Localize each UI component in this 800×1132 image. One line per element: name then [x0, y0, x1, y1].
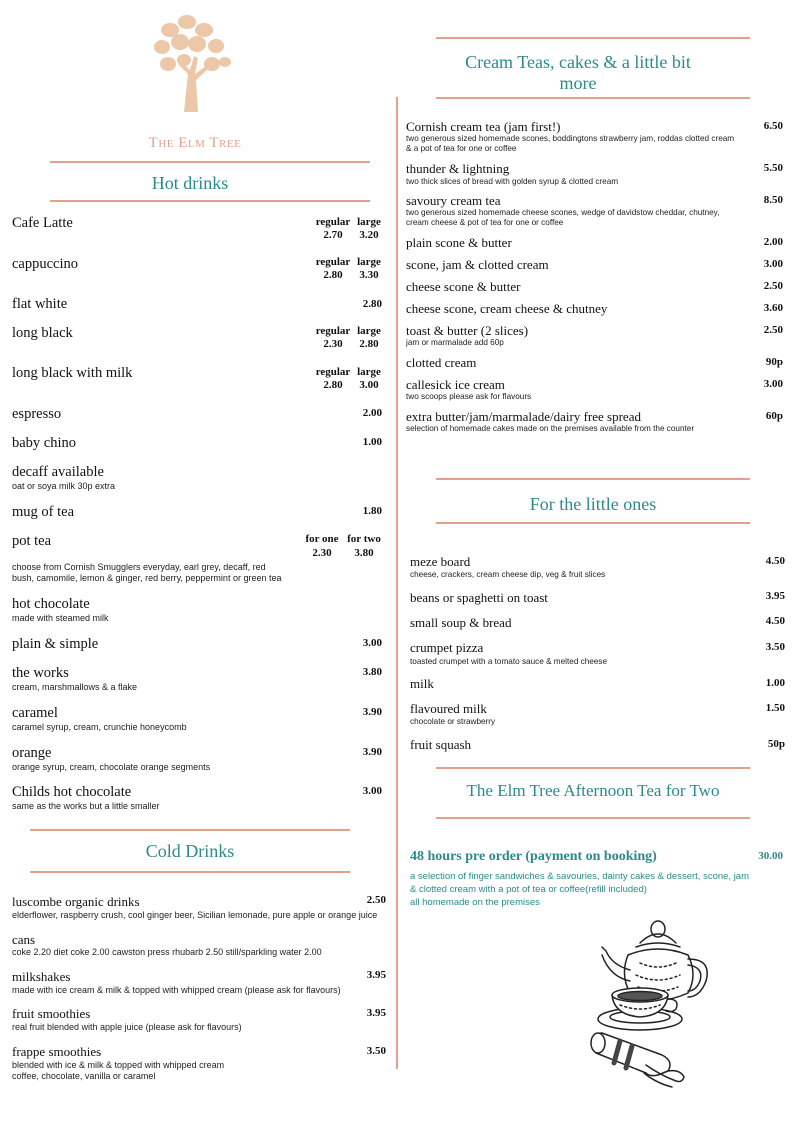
price: 2.50 [763, 280, 783, 292]
price: 3.80 [354, 547, 374, 559]
menu-item-name: beans or spaghetti on toast [410, 590, 548, 605]
size-label: regular [315, 256, 351, 268]
menu-item-desc: real fruit blended with apple juice (please ask for flavours) [12, 1022, 242, 1032]
price: 60p [765, 410, 783, 422]
menu-item-desc: made with ice cream & milk & topped with whipped cream (please ask for flavours) [12, 985, 341, 995]
menu-item-name: callesick ice cream [406, 377, 505, 392]
price: 3.50 [366, 1045, 386, 1057]
menu-item-name: hot chocolate [12, 596, 90, 612]
afternoon-tea-title: 48 hours pre order (payment on booking) [410, 849, 657, 864]
price: 4.50 [765, 555, 785, 567]
menu-item-desc: oat or soya milk 30p extra [12, 481, 116, 491]
menu-item-desc: cream cheese & pot of tea for one or coffee [406, 218, 564, 227]
menu-item-desc: two thick slices of bread with golden syrup & clotted cream [406, 177, 619, 186]
menu-item-desc: selection of homemade cakes made on the premises available from the counter [406, 424, 695, 433]
afternoon-tea-heading: The Elm Tree Afternoon Tea for Two [466, 781, 720, 800]
size-label: for one [305, 533, 339, 545]
menu-item-name: milk [410, 676, 434, 691]
price: 3.00 [763, 378, 783, 390]
size-label: regular [315, 366, 351, 378]
menu-item-name: Childs hot chocolate [12, 784, 132, 800]
menu-item-desc: jam or marmalade add 60p [406, 338, 504, 347]
price: 3.00 [359, 379, 379, 391]
price: 3.30 [359, 269, 379, 281]
menu-item-name: scone, jam & clotted cream [406, 257, 549, 272]
size-label: large [357, 325, 381, 337]
menu-item-name: mug of tea [12, 504, 75, 520]
menu-item-name: caramel [12, 705, 58, 721]
price: 30.00 [758, 850, 783, 862]
price: 3.00 [362, 637, 382, 649]
menu-item-name: frappe smoothies [12, 1044, 102, 1059]
cream-teas-heading-line2: more [559, 73, 597, 93]
price: 3.20 [359, 229, 379, 241]
price: 3.60 [763, 302, 783, 314]
menu-item-name: orange [12, 745, 52, 761]
price: 3.90 [362, 746, 382, 758]
menu-item-name: plain & simple [12, 636, 99, 652]
price: 2.30 [323, 338, 343, 350]
menu-item-desc: coffee, chocolate, vanilla or caramel [12, 1071, 156, 1081]
menu-item-desc: orange syrup, cream, chocolate orange segments [12, 762, 211, 772]
menu-item-name: cappuccino [12, 256, 79, 272]
menu-item-name: pot tea [12, 533, 52, 549]
price: 2.80 [323, 269, 343, 281]
price: 2.70 [323, 229, 343, 241]
price: 1.00 [765, 677, 785, 689]
price: 2.80 [323, 379, 343, 391]
menu-item-desc: & a pot of tea for one or coffee [406, 144, 517, 153]
column-divider [396, 97, 398, 1069]
menu-item-desc: coke 2.20 diet coke 2.00 cawston press rhubarb 2.50 still/sparkling water 2.00 [12, 947, 322, 957]
menu-item-name: small soup & bread [410, 615, 512, 630]
teapot-teacup-icon [580, 915, 720, 1090]
menu-item-desc: two scoops please ask for flavours [406, 392, 532, 401]
menu-item-name: the works [12, 665, 69, 681]
price: 2.00 [362, 407, 382, 419]
menu-item-desc: elderflower, raspberry crush, cool ginger beer, Sicilian lemonade, pure apple or orange juice [12, 910, 378, 920]
tree-icon [140, 12, 240, 117]
size-label: regular [315, 216, 351, 228]
menu-item-desc: cheese, crackers, cream cheese dip, veg & fruit slices [410, 570, 606, 579]
little-ones-heading: For the little ones [529, 494, 657, 514]
menu-item-name: baby chino [12, 435, 77, 451]
menu-item-name: cheese scone, cream cheese & chutney [406, 301, 608, 316]
menu-item-name: extra butter/jam/marmalade/dairy free spread [406, 409, 641, 424]
price: 3.95 [366, 1007, 386, 1019]
menu-item-desc: same as the works but a little smaller [12, 801, 160, 811]
menu-item-desc: blended with ice & milk & topped with whipped cream [12, 1060, 225, 1070]
menu-item-name: toast & butter (2 slices) [406, 323, 529, 338]
price: 2.00 [763, 236, 783, 248]
price: 4.50 [765, 615, 785, 627]
menu-item-name: savoury cream tea [406, 193, 501, 208]
menu-item-name: fruit squash [410, 737, 472, 752]
menu-item-name: thunder & lightning [406, 161, 510, 176]
price: 3.50 [765, 641, 785, 653]
size-label: regular [315, 325, 351, 337]
menu-item-name: cheese scone & butter [406, 279, 521, 294]
price: 50p [767, 738, 785, 750]
menu-item-desc: choose from Cornish Smugglers everyday, earl grey, decaff, red [12, 562, 266, 572]
price: 1.00 [362, 436, 382, 448]
menu-item-name: long black [12, 325, 73, 341]
price: 2.80 [359, 338, 379, 350]
menu-item-name: cans [12, 932, 36, 947]
price: 6.50 [763, 120, 783, 132]
price: 3.95 [366, 969, 386, 981]
menu-item-name: milkshakes [12, 969, 71, 984]
menu-item-desc: all homemade on the premises [410, 897, 540, 908]
size-label: large [357, 256, 381, 268]
menu-item-desc: cream, marshmallows & a flake [12, 682, 138, 692]
price: 90p [765, 356, 783, 368]
menu-item-desc: caramel syrup, cream, crunchie honeycomb [12, 722, 187, 732]
menu-item-desc: bush, camomile, lemon & ginger, red berry, peppermint or green tea [12, 573, 282, 583]
illustration [580, 915, 720, 1090]
menu-item-name: plain scone & butter [406, 235, 512, 250]
menu-item-name: decaff available [12, 464, 104, 480]
menu-item-name: flat white [12, 296, 68, 312]
menu-item-name: Cornish cream tea (jam first!) [406, 119, 561, 134]
menu-item-name: luscombe organic drinks [12, 894, 140, 909]
menu-item-name: crumpet pizza [410, 640, 484, 655]
price: 5.50 [763, 162, 783, 174]
price: 3.80 [362, 666, 382, 678]
menu-item-desc: a selection of finger sandwiches & savouries, dainty cakes & dessert, scone, jam [410, 871, 750, 882]
menu-item-name: fruit smoothies [12, 1006, 91, 1021]
price: 3.95 [765, 590, 785, 602]
price: 2.50 [763, 324, 783, 336]
menu-item-name: clotted cream [406, 355, 477, 370]
price: 3.00 [763, 258, 783, 270]
menu-item-desc: chocolate or strawberry [410, 717, 496, 726]
size-label: for two [347, 533, 381, 545]
size-label: large [357, 216, 381, 228]
cream-teas-heading: Cream Teas, cakes & a little bit [465, 52, 691, 72]
menu-item-name: espresso [12, 406, 62, 422]
menu-item-name: flavoured milk [410, 701, 487, 716]
menu-item-name: Cafe Latte [12, 215, 73, 231]
cold-drinks-heading: Cold Drinks [145, 841, 235, 861]
price: 3.90 [362, 706, 382, 718]
price: 3.00 [362, 785, 382, 797]
brand-name: The Elm Tree [148, 135, 242, 151]
menu-item-desc: two generous sized homemade scones, boddingtons strawberry jam, roddas clotted cream [406, 134, 735, 143]
price: 1.50 [765, 702, 785, 714]
price: 2.80 [362, 298, 382, 310]
price: 2.30 [312, 547, 332, 559]
menu-item-desc: toasted crumpet with a tomato sauce & melted cheese [410, 657, 608, 666]
menu-item-desc: made with steamed milk [12, 613, 109, 623]
menu-item-name: long black with milk [12, 365, 133, 381]
menu-item-desc: & clotted cream with a pot of tea or coffee(refill included) [410, 884, 647, 895]
price: 1.80 [362, 505, 382, 517]
price: 2.50 [366, 894, 386, 906]
menu-item-desc: two generous sized homemade cheese scones, wedge of davidstow cheddar, chutney, [406, 208, 720, 217]
menu-item-name: meze board [410, 554, 471, 569]
logo [140, 12, 240, 117]
size-label: large [357, 366, 381, 378]
hot-drinks-heading: Hot drinks [151, 173, 229, 193]
price: 8.50 [763, 194, 783, 206]
